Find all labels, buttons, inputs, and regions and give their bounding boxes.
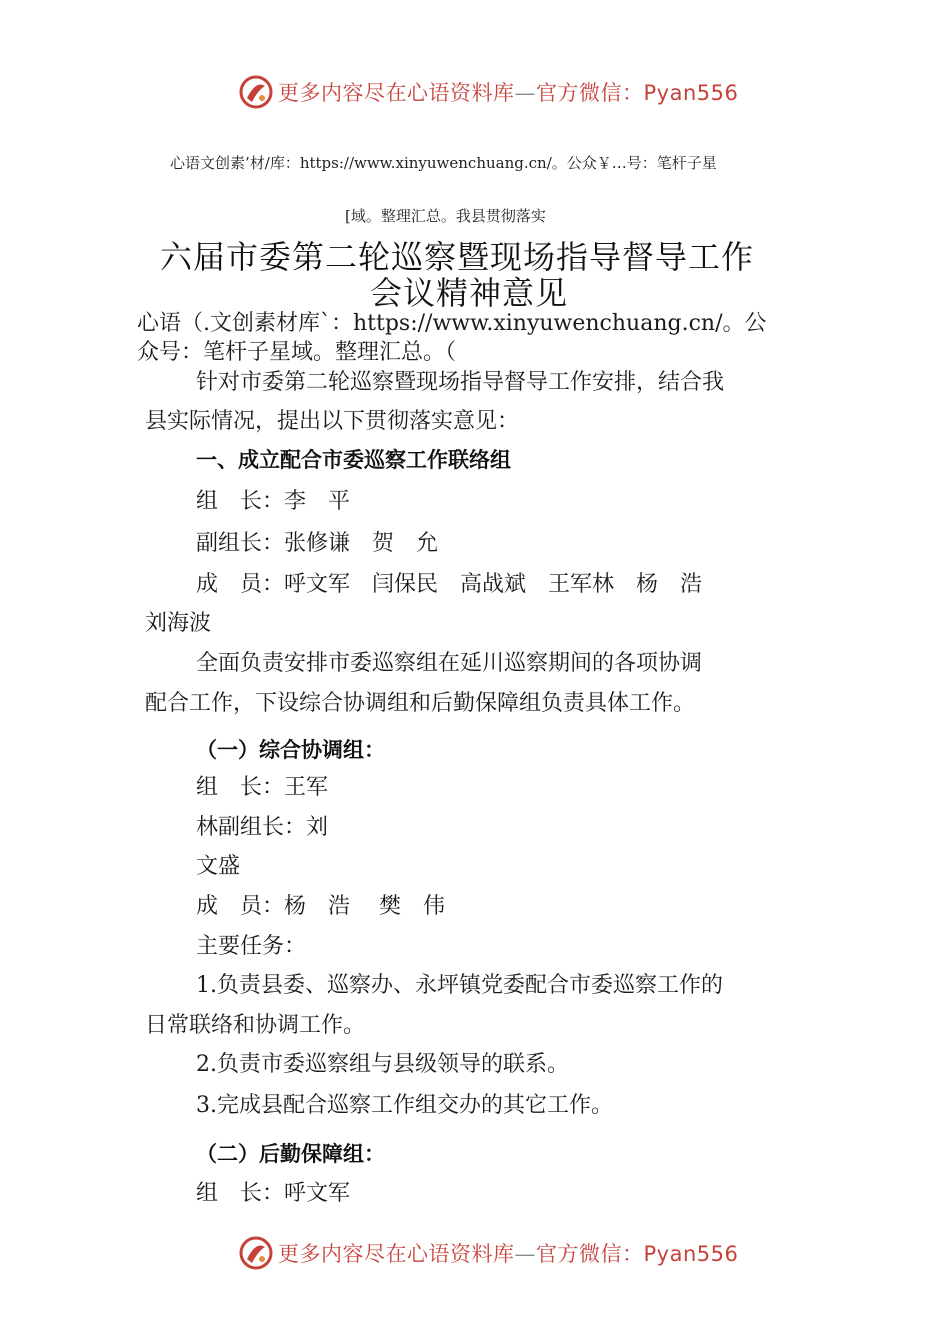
- body-line: 众号：笔杆子星域。整理汇总。（: [137, 340, 457, 365]
- body-line: 文盛: [196, 854, 241, 879]
- body-line: 3.完成县配合巡察工作组交办的其它工作。: [196, 1093, 613, 1118]
- section-heading: 一、成立配合市委巡察工作联络组: [196, 448, 511, 472]
- watermark-text: 更多内容尽在心语资料库—官方微信：Pyan556: [278, 1242, 739, 1266]
- body-line: 日常联络和协调工作。: [145, 1013, 366, 1038]
- brand-logo-icon: [238, 1235, 274, 1271]
- body-line: 刘海波: [145, 611, 212, 636]
- body-line: 组 长：李 平: [196, 489, 351, 514]
- body-line: 成 员：杨 浩 樊 伟: [196, 894, 445, 919]
- body-line: 组 长：王军: [196, 775, 329, 800]
- brand-logo-icon: [238, 74, 274, 110]
- section-heading: （一）综合协调组：: [196, 738, 385, 762]
- body-line: 配合工作，下设综合协调组和后勤保障组负责具体工作。: [145, 691, 696, 716]
- body-line: 全面负责安排市委巡察组在延川巡察期间的各项协调: [196, 651, 703, 676]
- body-line: 成 员：呼文军 闫保民 高战斌 王军林 杨 浩: [196, 572, 703, 597]
- body-line: 县实际情况，提出以下贯彻落实意见：: [145, 409, 520, 434]
- section-heading: （二）后勤保障组：: [196, 1142, 385, 1166]
- page-title-line-1: 六届市委第二轮巡察暨现场指导督导工作: [160, 238, 755, 276]
- header-source-line-1: 心语文创素’材/库：https://www.xinyuwenchuang.cn/。公众￥…号：笔杆子星: [170, 154, 717, 172]
- watermark-banner-bottom: [238, 1233, 738, 1273]
- body-line: 心语（.文创素材库`：https://www.xinyuwenchuang.cn/。公: [137, 311, 767, 336]
- watermark-banner-top: [238, 72, 738, 112]
- body-line: 林副组长：刘: [196, 815, 329, 840]
- body-line: 副组长：张修谦 贺 允: [196, 531, 439, 556]
- body-line: 2.负责市委巡察组与县级领导的联系。: [196, 1052, 569, 1077]
- body-line: 组 长：呼文军: [196, 1181, 351, 1206]
- page-title-line-2: 会议精神意见: [370, 274, 569, 312]
- header-source-line-2: [域。整理汇总。我县贯彻落实: [345, 207, 546, 225]
- watermark-text: 更多内容尽在心语资料库—官方微信：Pyan556: [278, 81, 739, 105]
- body-line: 1.负责县委、巡察办、永坪镇党委配合市委巡察工作的: [196, 973, 723, 998]
- body-line: 主要任务：: [196, 934, 307, 959]
- body-line: 针对市委第二轮巡察暨现场指导督导工作安排，结合我: [196, 370, 725, 395]
